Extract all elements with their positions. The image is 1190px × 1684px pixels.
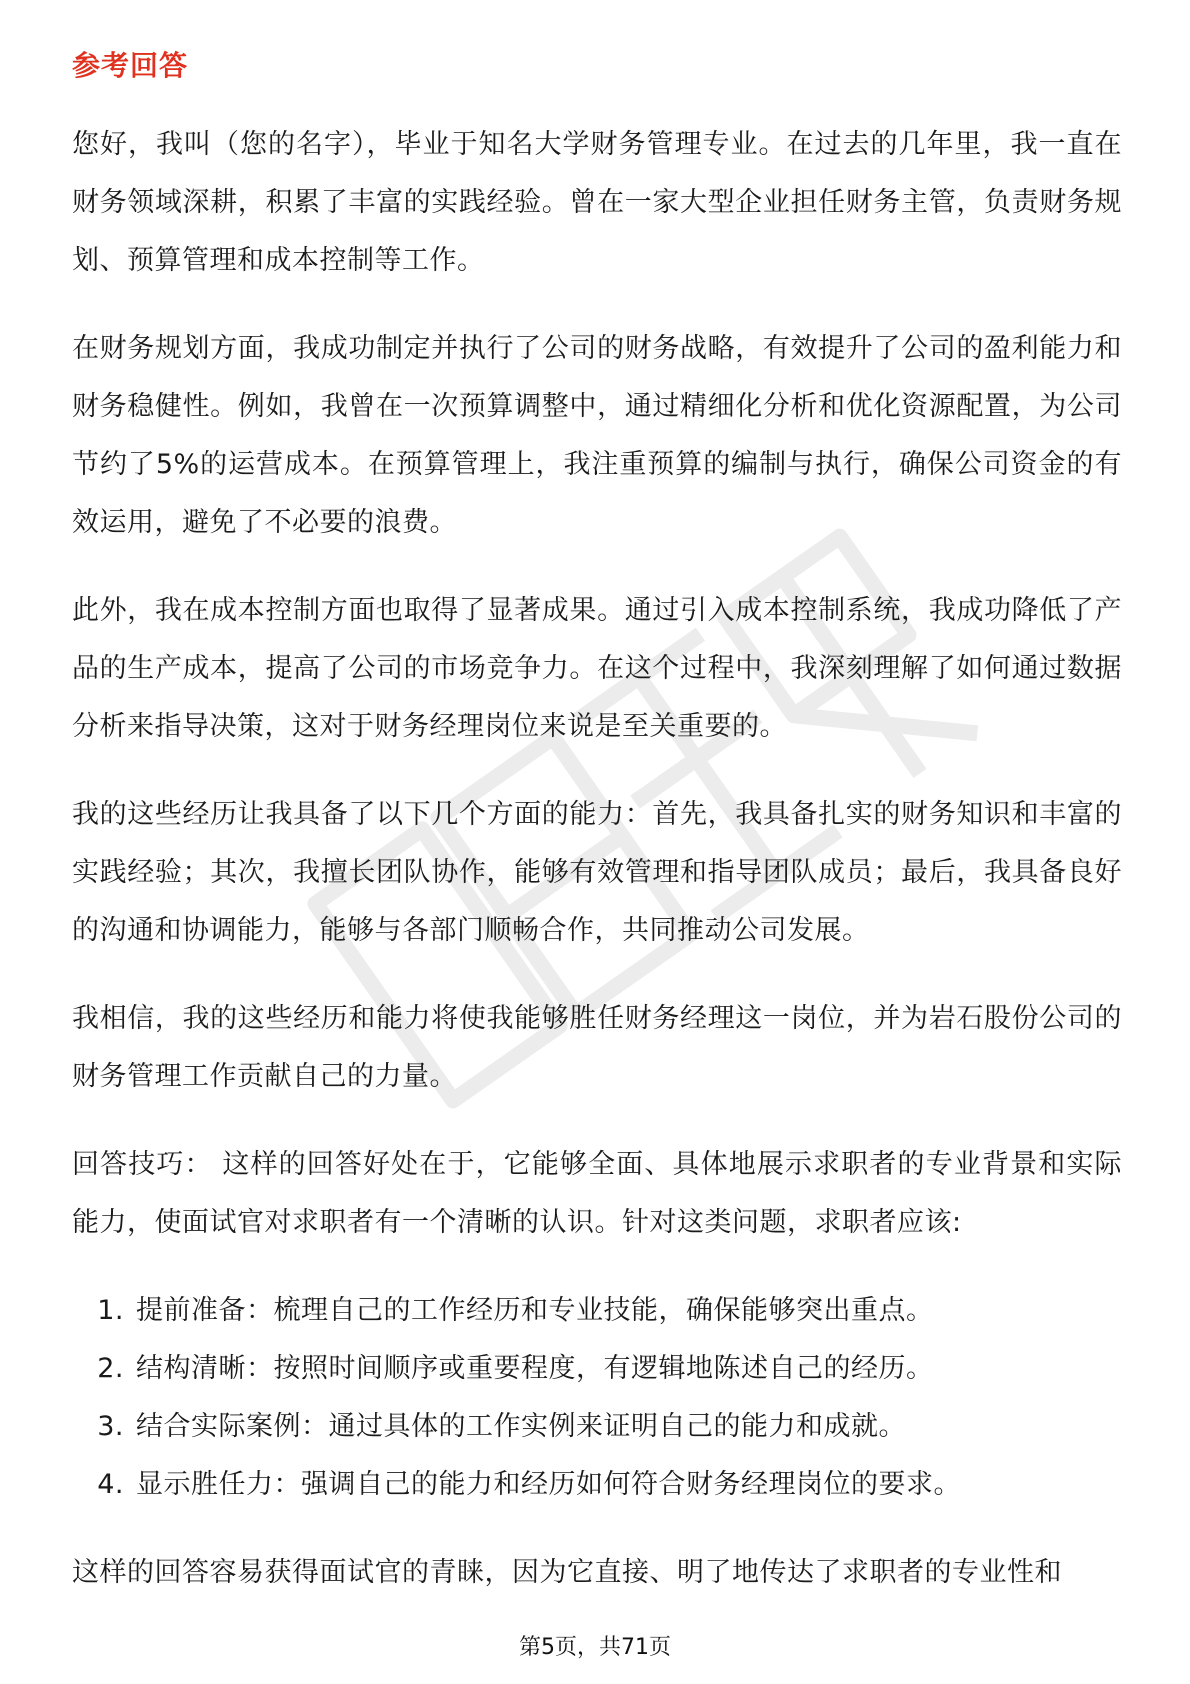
- list-text: 提前准备：梳理自己的工作经历和专业技能，确保能够突出重点。: [136, 1295, 934, 1326]
- list-item: [72, 1456, 1122, 1514]
- list-item: [72, 1398, 1122, 1456]
- list-number: 4.: [97, 1469, 124, 1500]
- paragraph-intro: 您好，我叫（您的名字），毕业于知名大学财务管理专业。在过去的几年里，我一直在财务领域深耕，积累了丰富的实践经验。曾在一家大型企业担任财务主管，负责财务规划、预算管理和成本控制等工作。: [72, 129, 1122, 276]
- list-number: 2.: [97, 1353, 124, 1384]
- tips-list: [72, 1282, 1122, 1514]
- paragraph-answer-tips: 回答技巧： 这样的回答好处在于，它能够全面、具体地展示求职者的专业背景和实际能力，使面试官对求职者有一个清晰的认识。针对这类问题，求职者应该:: [72, 1149, 1122, 1238]
- list-number: 3.: [97, 1411, 124, 1442]
- main-content: [72, 46, 1122, 1632]
- paragraph-tail: 这样的回答容易获得面试官的青睐，因为它直接、明了地传达了求职者的专业性和: [72, 1557, 1062, 1588]
- list-text: 结合实际案例：通过具体的工作实例来证明自己的能力和成就。: [136, 1411, 906, 1442]
- list-text: 结构清晰：按照时间顺序或重要程度，有逻辑地陈述自己的经历。: [136, 1353, 934, 1384]
- list-item: [72, 1340, 1122, 1398]
- paragraph-conclusion: 我相信，我的这些经历和能力将使我能够胜任财务经理这一岗位，并为岩石股份公司的财务管理工作贡献自己的力量。: [72, 1003, 1122, 1092]
- list-text: 显示胜任力：强调自己的能力和经历如何符合财务经理岗位的要求。: [136, 1469, 961, 1500]
- paragraph-cost-control: 此外，我在成本控制方面也取得了显著成果。通过引入成本控制系统，我成功降低了产品的生产成本，提高了公司的市场竞争力。在这个过程中，我深刻理解了如何通过数据分析来指导决策，这对于财务经理岗位来说是至关重要的。: [72, 595, 1122, 742]
- page-footer: 第5页，共71页: [519, 1635, 671, 1660]
- paragraph-abilities: 我的这些经历让我具备了以下几个方面的能力：首先，我具备扎实的财务知识和丰富的实践经验；其次，我擅长团队协作，能够有效管理和指导团队成员；最后，我具备良好的沟通和协调能力，能够与各部门顺畅合作，共同推动公司发展。: [72, 799, 1122, 946]
- list-item: [72, 1282, 1122, 1340]
- section-title: 参考回答: [72, 49, 189, 82]
- list-number: 1.: [97, 1295, 124, 1326]
- paragraph-financial-planning: 在财务规划方面，我成功制定并执行了公司的财务战略，有效提升了公司的盈利能力和财务稳健性。例如，我曾在一次预算调整中，通过精细化分析和优化资源配置，为公司节约了5%的运营成本。在预算管理上，我注重预算的编制与执行，确保公司资金的有效运用，避免了不必要的浪费。: [72, 333, 1122, 538]
